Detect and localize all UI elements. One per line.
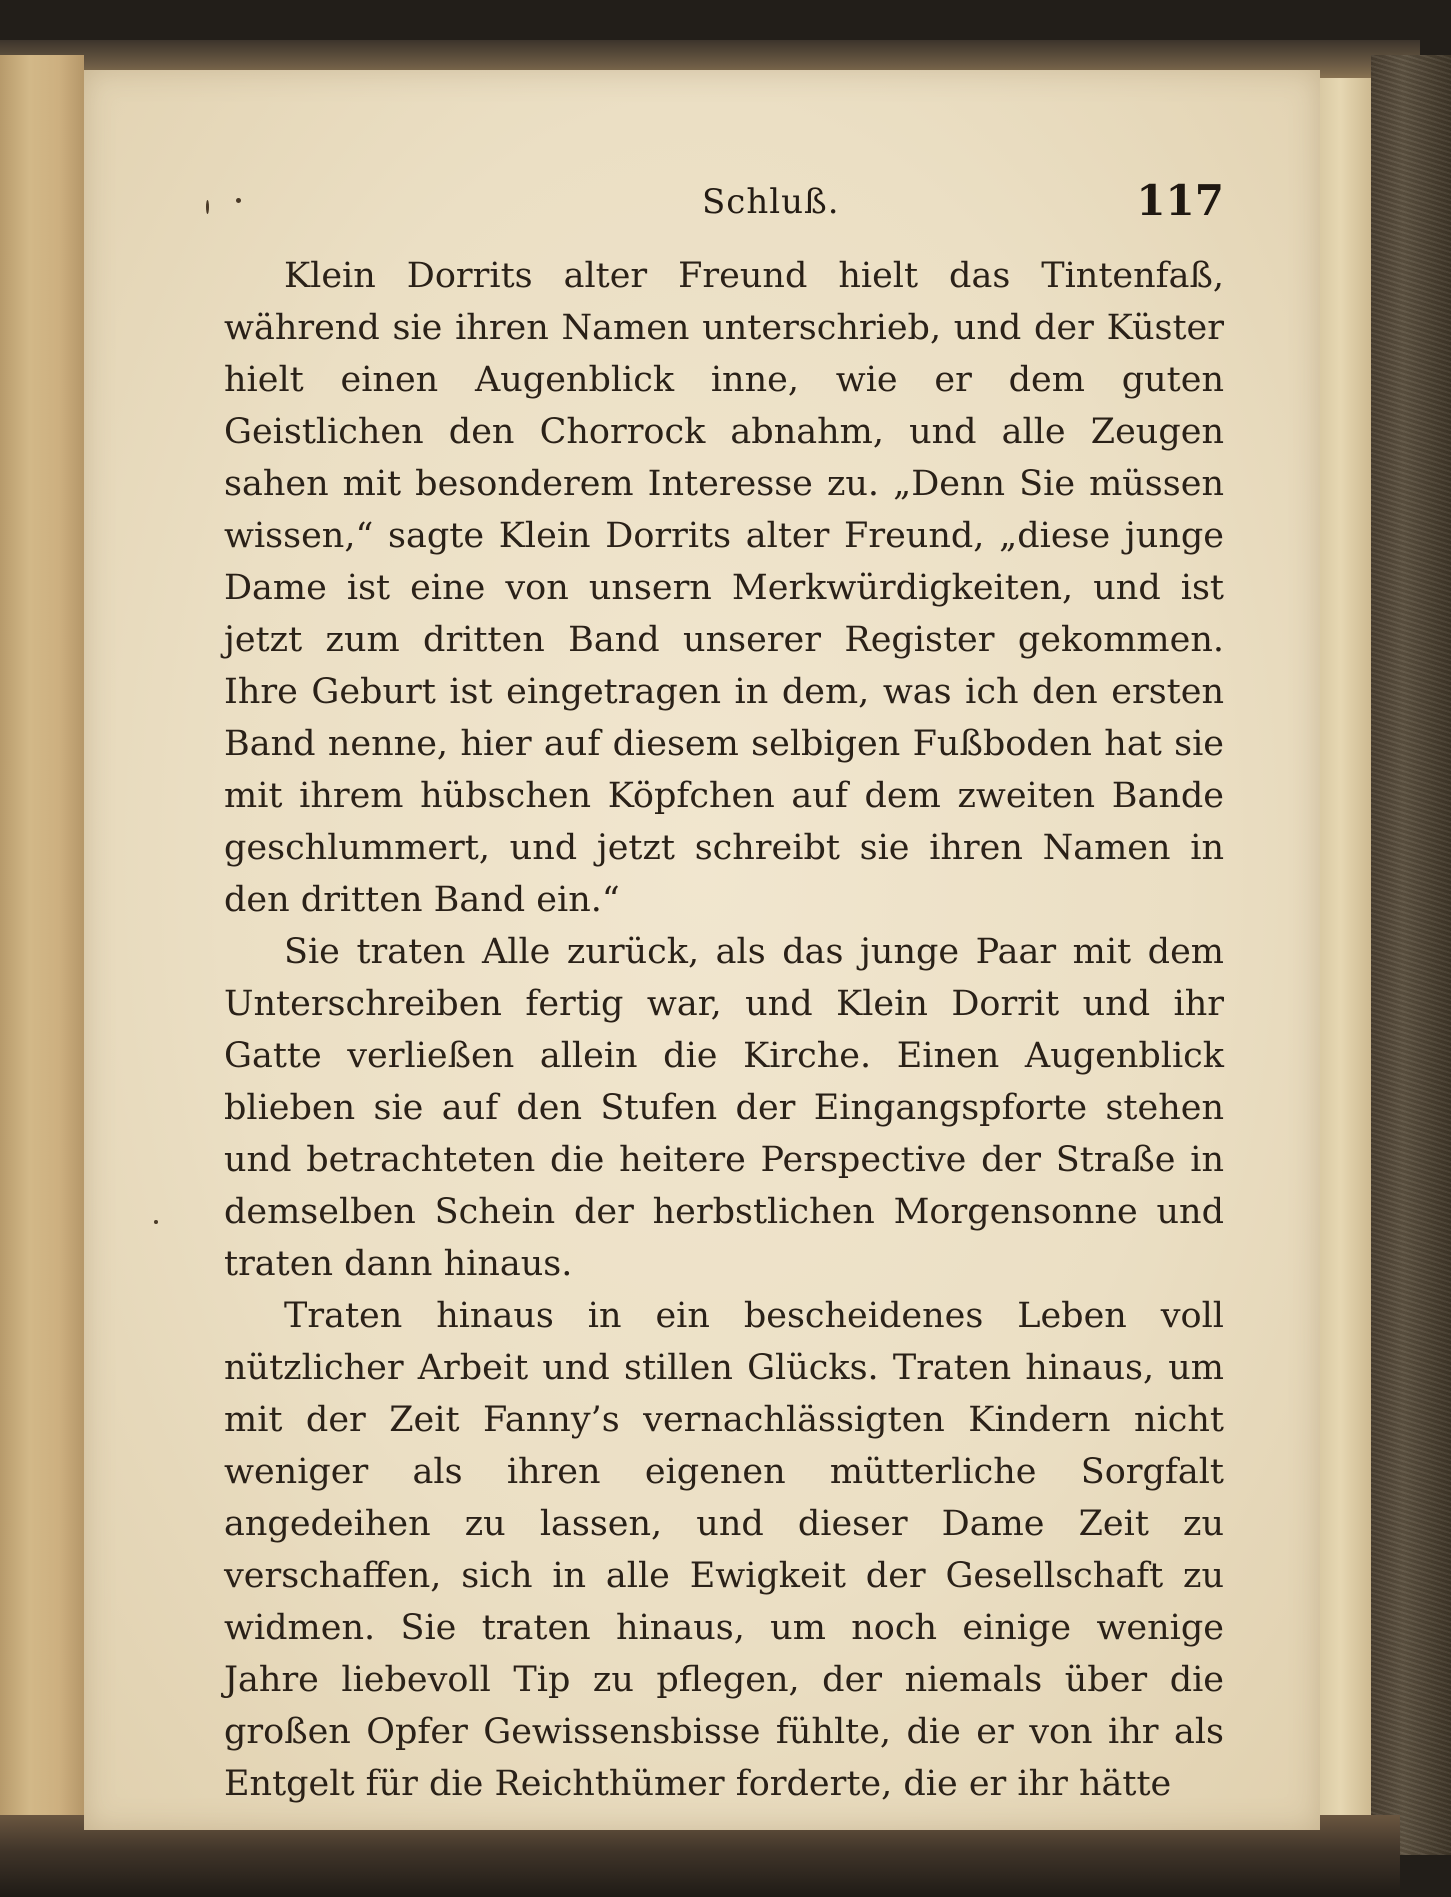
- body-text: [224, 250, 1224, 1810]
- running-title: Schluß.: [702, 182, 840, 222]
- ink-speck: [154, 1220, 158, 1224]
- ink-speck: [236, 198, 241, 203]
- ink-speck: [206, 200, 209, 214]
- book-cover-right-board: [1371, 55, 1451, 1855]
- book-gutter-left: [0, 55, 84, 1830]
- book-page: [84, 70, 1320, 1830]
- paragraph: Klein Dorrits alter Freund hielt das Tintenfaß, während sie ihren Namen unterschrieb, und der Küster hielt einen Augenblick inne, wie er dem guten Geistlichen den Chorrock abnahm, und alle Zeugen sahen mit besonderem Interesse zu. „Denn Sie müssen wissen,“ sagte Klein Dorrits alter Freund, „diese junge Dame ist eine von unsern Merkwürdigkeiten, und ist jetzt zum dritten Band unserer Register gekommen. Ihre Geburt ist eingetragen in dem, was ich den ersten Band nenne, hier auf diesem selbigen Fußboden hat sie mit ihrem hübschen Köpfchen auf dem zweiten Bande geschlummert, und jetzt schreibt sie ihren Namen in den dritten Band ein.“: [224, 256, 1224, 920]
- page-number: 117: [1136, 176, 1224, 225]
- page-header: [224, 176, 1224, 232]
- paragraph: Sie traten Alle zurück, als das junge Paar mit dem Unterschreiben fertig war, und Klein Dorrit und ihr Gatte verließen allein die Kirche. Einen Augenblick blieben sie auf den Stufen der Eingangspforte stehen und betrachteten die heitere Perspective der Straße in demselben Schein der herbstlichen Morgensonne und traten dann hinaus.: [224, 932, 1224, 1284]
- paragraph: Traten hinaus in ein bescheidenes Leben voll nützlicher Arbeit und stillen Glücks. Traten hinaus, um mit der Zeit Fanny’s vernachlässigten Kindern nicht weniger als ihren eigenen mütterliche Sorgfalt angedeihen zu lassen, und dieser Dame Zeit zu verschaffen, sich in alle Ewigkeit der Gesellschaft zu widmen. Sie traten hinaus, um noch einige wenige Jahre liebevoll Tip zu pflegen, der niemals über die großen Opfer Gewissensbisse fühlte, die er von ihr als Entgelt für die Reichthümer forderte, die er ihr hätte: [224, 1296, 1224, 1804]
- underlying-page-edge: [1318, 78, 1375, 1828]
